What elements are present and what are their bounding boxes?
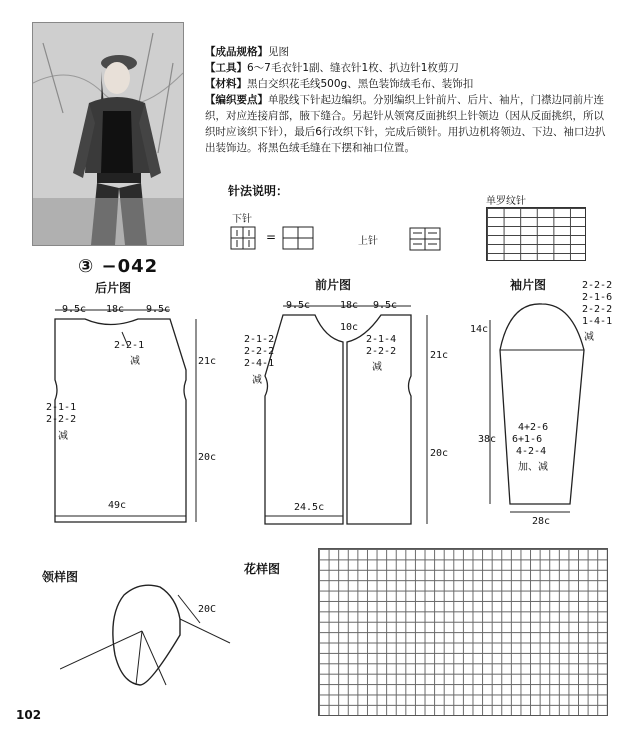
collar-diagram [60,575,240,695]
pattern-title: 花样图 [244,562,281,576]
sleeve-length: 38c [478,434,497,445]
size-value: 见图 [268,46,289,58]
sleeve-cap-height: 14c [470,324,489,335]
model-number: ③ −042 [78,256,159,277]
size-line [205,44,610,60]
sleeve-inc-2: 6+1-6 [512,434,543,445]
sleeve-cap-dec-5: 减 [584,332,594,343]
front-right-dec-1: 2-1-4 [366,334,397,345]
purl-symbol [408,226,444,252]
purl-label: 上针 [358,236,378,247]
page-number: 102 [16,708,42,722]
knit-symbol [228,224,338,254]
front-right-dec-2: 2-2-2 [366,346,397,357]
collar-title: 领样图 [42,570,79,584]
rib-chart [486,207,586,261]
front-h2: 20c [430,448,449,459]
back-width: 49c [108,500,127,511]
sleeve-title: 袖片图 [510,278,547,292]
tools-line [205,60,610,76]
points-value: 单股线下针起边编织。分别编织上针前片、后片、袖片，门襟边同前片连织，对应连接肩部，腋下缝合。另起针从领窝反面挑织上针领边（因从反面挑织，所以织时应该织下针），最后6行改织下针，完成后锁针。用扒边机将领边、下边、袖口边扒出装饰边。将黑色绒毛缝在下摆和袖口位置。 [205,94,606,154]
front-left-dec-1: 2-1-2 [244,334,275,345]
back-arm-dec-1: 2-1-1 [46,402,77,413]
sleeve-cap-dec-1: 2-2-2 [582,280,613,291]
front-neck-depth: 10c [340,322,359,333]
sleeve-cap-dec-4: 1-4-1 [582,316,613,327]
material-label: 【材料】 [205,78,247,90]
rib-label: 单罗纹针 [486,196,526,207]
points-label: 【编织要点】 [205,94,268,106]
collar-size: 20C [198,604,217,615]
sleeve-inc-3: 4-2-4 [516,446,547,457]
instructions [205,44,610,156]
front-title: 前片图 [315,278,352,292]
model-photo-illustration [33,23,183,245]
sleeve-diagram [470,292,620,532]
back-h2: 20c [198,452,217,463]
tools-label: 【工具】 [205,62,247,74]
sleeve-cap-dec-2: 2-1-6 [582,292,613,303]
back-arm-dec-2: 2-2-2 [46,414,77,425]
knit-label: 下针 [232,214,252,225]
front-right-dec-3: 减 [372,362,382,373]
front-top-mid: 18c [340,300,359,311]
sleeve-inc-4: 加、减 [518,462,548,473]
pattern-chart [318,548,608,716]
sleeve-width: 28c [532,516,551,527]
back-top-mid: 18c [106,304,125,315]
points-line [205,92,610,156]
front-left-dec-4: 减 [252,375,262,386]
sleeve-cap-dec-3: 2-2-2 [582,304,613,315]
front-h1: 21c [430,350,449,361]
equals-sign: = [266,230,277,244]
back-neck-dec-1: 2-2-1 [114,340,145,351]
front-width: 24.5c [294,502,325,513]
back-neck-dec-2: 减 [130,356,140,367]
material-value: 黑白交织花毛线500g、黑色装饰绒毛布、装饰扣 [247,78,474,90]
back-title: 后片图 [95,281,132,295]
back-arm-dec-3: 减 [58,431,68,442]
back-top-left: 9.5c [62,304,87,315]
sleeve-inc-1: 4+2-6 [518,422,549,433]
front-top-right: 9.5c [373,300,398,311]
back-top-right: 9.5c [146,304,171,315]
stitch-title: 针法说明： [228,184,289,198]
back-h1: 21c [198,356,217,367]
tools-value: 6～7毛衣针1副、缝衣针1枚、扒边针1枚剪刀 [247,62,459,74]
front-left-dec-2: 2-2-2 [244,346,275,357]
model-photo [32,22,184,246]
material-line [205,76,610,92]
front-top-left: 9.5c [286,300,311,311]
size-label: 【成品规格】 [205,46,268,58]
front-left-dec-3: 2-4-1 [244,358,275,369]
